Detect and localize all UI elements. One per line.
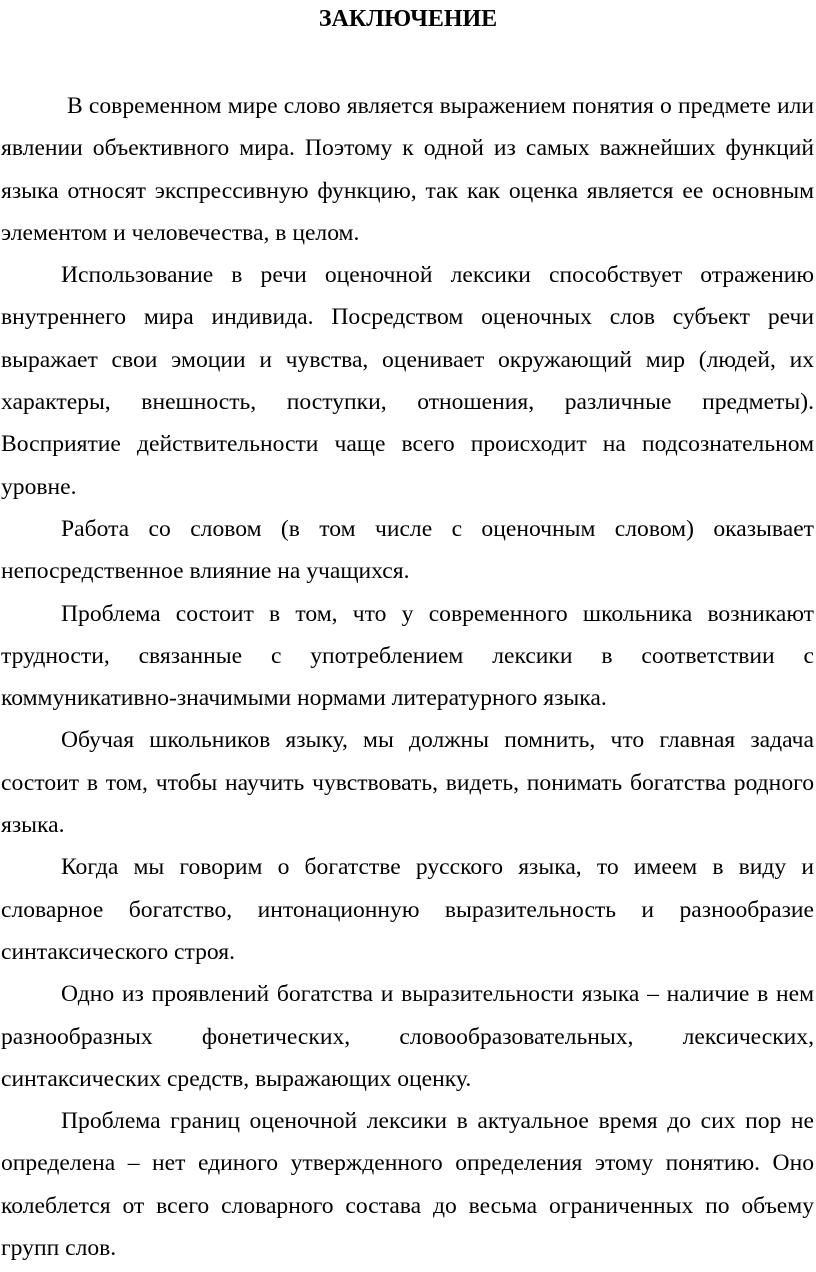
paragraph: Когда мы говорим о богатстве русского языка, то имеем в виду и словарное богатство, интонационную выразительность и разнообразие синтаксического строя. xyxy=(1,854,814,965)
document-body xyxy=(1,85,814,1269)
paragraph: Проблема состоит в том, что у современного школьника возникают трудности, связанные с употреблением лексики в соответствии с коммуникативно-значимыми нормами литературного языка. xyxy=(1,600,814,712)
page-title: ЗАКЛЮЧЕНИЕ xyxy=(318,6,498,32)
paragraph: Работа со словом (в том числе с оценочным словом) оказывает непосредственное влияние на учащихся. xyxy=(1,515,814,585)
paragraph: Одно из проявлений богатства и выразительности языка – наличие в нем разнообразных фонетических, словообразовательных, лексических, синтаксических средств, выражающих оценку. xyxy=(1,981,814,1092)
paragraph: Использование в речи оценочной лексики способствует отражению внутреннего мира индивида. Посредством оценочных слов субъект речи выражает свои эмоции и чувства, оценивает окружающий мир (людей, их характеры, внешность, поступки, отношения, различные предметы). Восприятие действительности чаще всего происходит на подсознательном уровне. xyxy=(1,262,814,500)
paragraph: Обучая школьников языку, мы должны помнить, что главная задача состоит в том, чтобы научить чувствовать, видеть, понимать богатства родного языка. xyxy=(1,727,814,839)
paragraph: В современном мире слово является выражением понятия о предмете или явлении объективного мира. Поэтому к одной из самых важнейших функций языка относят экспрессивную функцию, так как оценка является ее основным элементом и человечества, в целом. xyxy=(1,93,814,246)
paragraph: Проблема границ оценочной лексики в актуальное время до сих пор не определена – нет единого утвержденного определения этому понятию. Оно колеблется от всего словарного состава до весьма ограниченных по объему групп слов. xyxy=(1,1108,814,1262)
